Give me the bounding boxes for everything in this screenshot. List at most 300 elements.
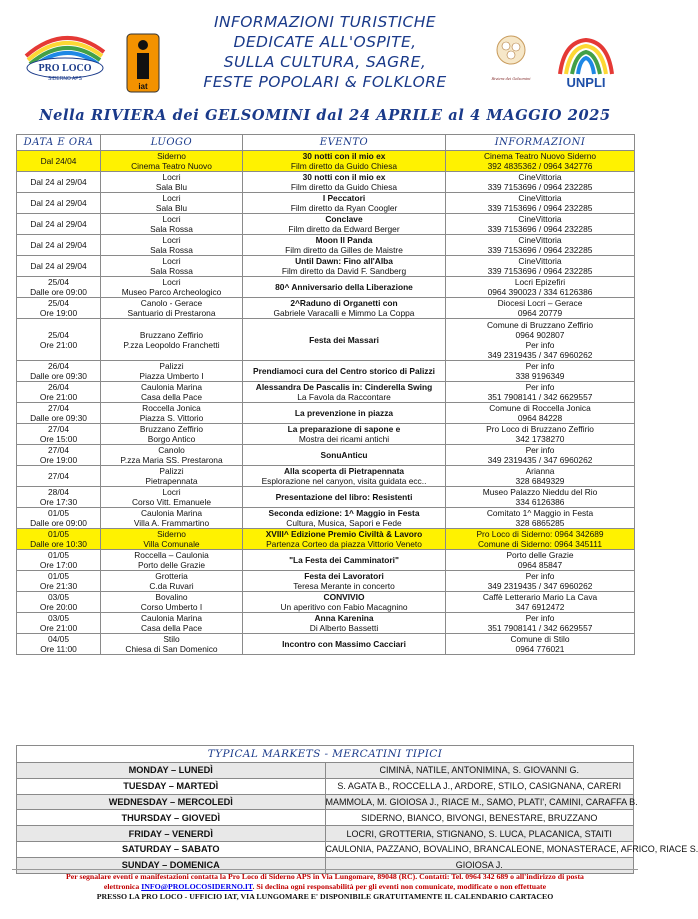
event-info-line: 349 2319435 / 347 6960262	[487, 349, 593, 360]
event-date-cell	[17, 193, 101, 214]
event-row	[17, 361, 635, 382]
event-title-cell	[243, 571, 446, 592]
event-info-line: Comune di Stilo	[510, 634, 570, 644]
riviera-gelsomini-logo	[486, 28, 536, 88]
event-info-line: Comune di Roccella Jonica	[489, 403, 591, 413]
event-date-line: Ore 19:00	[39, 455, 78, 465]
event-place-cell	[101, 382, 243, 403]
event-title-line: Gabriele Varacalli e Mimmo La Coppa	[273, 308, 415, 318]
event-date-line: 27/04	[48, 445, 69, 455]
market-places: LOCRI, GROTTERIA, STIGNANO, S. LUCA, PLACANICA, STAITI	[325, 826, 634, 842]
event-date-line: Ore 21:00	[39, 392, 78, 402]
event-place-cell	[101, 277, 243, 298]
event-place-cell	[101, 214, 243, 235]
event-date-line: 27/04	[48, 471, 69, 481]
event-title-line: 30 notti con il mio ex	[302, 172, 386, 182]
event-date-cell	[17, 277, 101, 298]
event-place-cell	[101, 466, 243, 487]
event-info-line: Locri Epizefiri	[514, 277, 566, 287]
event-info-line: Diocesi Locri – Gerace	[497, 298, 583, 308]
event-row	[17, 193, 635, 214]
event-date-cell	[17, 214, 101, 235]
event-place-line: Bovalino	[155, 592, 188, 602]
pro-loco-logo	[20, 26, 110, 82]
event-place-cell	[101, 298, 243, 319]
event-title-cell	[243, 508, 446, 529]
event-info-line: Per info	[525, 339, 555, 350]
event-place-cell	[101, 256, 243, 277]
event-place-line: Roccella Jonica	[142, 403, 201, 413]
event-date-line: Dalle ore 09:00	[30, 518, 87, 528]
event-date-cell	[17, 613, 101, 634]
event-place-line: C.da Ruvari	[149, 581, 194, 591]
event-date-line: 27/04	[48, 403, 69, 413]
event-info-line: 328 6849329	[515, 476, 565, 486]
event-place-cell	[101, 235, 243, 256]
event-row	[17, 403, 635, 424]
event-place-line: Casa della Pace	[141, 623, 202, 633]
markets-title: TYPICAL MARKETS - MERCATINI TIPICI	[17, 746, 634, 763]
event-date-cell	[17, 361, 101, 382]
event-place-line: Canolo	[158, 445, 185, 455]
event-place-cell	[101, 403, 243, 424]
event-info-line: 0964 84228	[517, 413, 563, 423]
event-place-line: Locri	[162, 214, 181, 224]
event-title-line: Incontro con Massimo Cacciari	[282, 639, 406, 649]
event-date-line: 25/04	[48, 329, 69, 340]
market-places: S. AGATA B., ROCCELLA J., ARDORE, STILO, CASIGNANA, CARERI	[325, 778, 634, 794]
event-place-line: Casa della Pace	[141, 392, 202, 402]
event-place-line: Locri	[162, 193, 181, 203]
event-place-cell	[101, 319, 243, 361]
event-place-line: Caulonia Marina	[141, 613, 202, 623]
event-title-line: Festa dei Massari	[309, 334, 379, 345]
event-info-line: 0964 20779	[517, 308, 563, 318]
event-place-line: Santuario di Prestarona	[127, 308, 216, 318]
event-title-line: Moon Il Panda	[315, 235, 373, 245]
event-place-cell	[101, 613, 243, 634]
event-place-line: Bruzzano Zeffirio	[139, 424, 204, 434]
market-row	[17, 763, 634, 779]
event-title-cell	[243, 235, 446, 256]
event-row	[17, 172, 635, 193]
event-place-line: Locri	[162, 487, 181, 497]
event-info-line: CineVittoria	[518, 256, 562, 266]
event-title-line: La prevenzione in piazza	[294, 408, 394, 418]
event-date-line: Ore 20:00	[39, 602, 78, 612]
event-date-cell	[17, 550, 101, 571]
event-title-cell	[243, 256, 446, 277]
event-place-line: Borgo Antico	[147, 434, 196, 444]
event-place-line: Locri	[162, 277, 181, 287]
event-date-line: 25/04	[48, 298, 69, 308]
market-row	[17, 826, 634, 842]
event-title-line: Anna Karenina	[314, 613, 374, 623]
event-title-cell	[243, 214, 446, 235]
event-place-line: Siderno	[157, 529, 186, 539]
footer	[12, 872, 638, 902]
event-place-line: Chiesa di San Domenico	[125, 644, 218, 654]
event-title-cell	[243, 634, 446, 655]
event-title-line: Partenza Corteo da piazza Vittorio Veneto	[266, 539, 422, 549]
event-title-line: Cultura, Musica, Sapori e Fede	[286, 518, 402, 528]
title-line-4: FESTE POPOLARI & FOLKLORE	[203, 73, 447, 91]
footer-line-2b: . Si declina ogni responsabilità per gli eventi non comunicate, modificate o non effettuate	[252, 882, 547, 891]
iat-logo-text: iat	[138, 82, 148, 91]
event-info-line: 0964 776021	[515, 644, 565, 654]
event-title-cell	[243, 550, 446, 571]
event-date-line: 26/04	[48, 382, 69, 392]
event-info-line: 339 7153696 / 0964 232285	[487, 182, 593, 192]
event-place-line: Palizzi	[159, 466, 184, 476]
event-info-cell	[446, 445, 635, 466]
event-info-cell	[446, 403, 635, 424]
event-date-line: Ore 15:00	[39, 434, 78, 444]
event-row	[17, 214, 635, 235]
event-title-cell	[243, 466, 446, 487]
event-row	[17, 235, 635, 256]
event-row	[17, 445, 635, 466]
market-day: WEDNESDAY – MERCOLEDÌ	[17, 794, 326, 810]
iat-logo	[126, 33, 160, 93]
page-title	[170, 12, 480, 92]
event-place-cell	[101, 529, 243, 550]
event-info-line: 0964 390023 / 334 6126386	[487, 287, 593, 297]
event-date-cell	[17, 571, 101, 592]
pro-loco-logo-small: SIDERNO APS	[48, 76, 82, 82]
event-date-line: 04/05	[48, 634, 69, 644]
event-place-cell	[101, 634, 243, 655]
event-date-cell	[17, 151, 101, 172]
event-place-line: Corso Vitt. Emanuele	[132, 497, 211, 507]
event-place-cell	[101, 193, 243, 214]
event-info-line: 392 4835362 / 0964 342776	[487, 161, 593, 171]
event-title-cell	[243, 529, 446, 550]
event-date-cell	[17, 466, 101, 487]
event-info-line: Pro Loco di Siderno: 0964 342689	[476, 529, 604, 539]
event-info-line: Per info	[525, 445, 555, 455]
market-day: SUNDAY – DOMENICA	[17, 857, 326, 873]
col-header-place: LUOGO	[101, 135, 243, 151]
event-place-line: Villa Comunale	[143, 539, 200, 549]
event-title-line: 30 notti con il mio ex	[302, 151, 386, 161]
event-info-cell	[446, 529, 635, 550]
event-title-line: Prendiamoci cura del Centro storico di Palizzi	[253, 366, 435, 376]
unpli-logo-text: UNPLI	[566, 75, 606, 90]
footer-line-2	[12, 882, 638, 892]
event-date-line: Ore 17:00	[39, 560, 78, 570]
event-place-line: Piazza Umberto I	[139, 371, 204, 381]
event-title-line: 2^Raduno di Organetti con	[290, 298, 398, 308]
market-row	[17, 778, 634, 794]
event-title-line: I Peccatori	[322, 193, 366, 203]
event-date-line: Dalle ore 09:30	[30, 371, 87, 381]
event-place-cell	[101, 550, 243, 571]
market-row	[17, 857, 634, 873]
header	[0, 0, 650, 104]
event-date-line: Ore 11:00	[40, 644, 77, 654]
event-info-cell	[446, 571, 635, 592]
footer-line-3: PRESSO LA PRO LOCO - UFFICIO IAT, VIA LUNGOMARE E' DISPONIBILE GRATUITAMENTE IL CALENDARIO CARTACEO	[96, 892, 554, 901]
market-places: GIOIOSA J.	[325, 857, 634, 873]
event-row	[17, 550, 635, 571]
event-title-line: SonuAnticu	[320, 450, 368, 460]
event-title-line: Seconda edizione: 1^ Maggio in Festa	[268, 508, 420, 518]
event-place-line: Villa A. Frammartino	[133, 518, 210, 528]
event-info-cell	[446, 151, 635, 172]
event-info-line: 349 2319435 / 347 6960262	[487, 455, 593, 465]
event-info-line: Arianna	[525, 466, 555, 476]
event-title-cell	[243, 151, 446, 172]
event-date-line: Dalle ore 09:00	[30, 287, 87, 297]
event-place-line: Bruzzano Zeffirio	[139, 329, 204, 340]
event-info-cell	[446, 214, 635, 235]
event-info-cell	[446, 592, 635, 613]
event-title-line: Film diretto da Ryan Coogler	[290, 203, 398, 213]
event-date-line: 03/05	[48, 613, 69, 623]
market-row	[17, 810, 634, 826]
event-place-line: Sala Rossa	[150, 245, 193, 255]
col-header-info: INFORMAZIONI	[446, 135, 635, 151]
event-info-line: 338 9196349	[515, 371, 565, 381]
market-day: SATURDAY – SABATO	[17, 841, 326, 857]
event-info-line: Comune di Bruzzano Zeffirio	[487, 319, 593, 330]
event-date-cell	[17, 319, 101, 361]
event-place-line: P.zza Maria SS. Prestarona	[120, 455, 223, 465]
event-date-line: 25/04	[48, 277, 69, 287]
event-place-line: Locri	[162, 256, 181, 266]
event-info-cell	[446, 466, 635, 487]
pro-loco-logo-text: PRO LOCO	[38, 63, 92, 74]
event-date-line: Dal 24 al 29/04	[30, 177, 87, 187]
market-places: CAULONIA, PAZZANO, BOVALINO, BRANCALEONE, MONASTERACE, AFRICO, RIACE S.	[325, 841, 634, 857]
event-info-line: 347 6912472	[515, 602, 565, 612]
event-row	[17, 487, 635, 508]
event-place-cell	[101, 487, 243, 508]
event-row	[17, 466, 635, 487]
event-place-cell	[101, 445, 243, 466]
event-title-line: Presentazione del libro: Resistenti	[275, 492, 413, 502]
event-title-line: Alla scoperta di Pietrapennata	[283, 466, 405, 476]
col-header-event: EVENTO	[243, 135, 446, 151]
event-date-line: Ore 21:00	[39, 339, 78, 350]
footer-line-2a: elettronica	[103, 882, 142, 891]
unpli-logo	[550, 34, 622, 90]
event-info-cell	[446, 634, 635, 655]
event-title-line: XVIII^ Edizione Premio Civiltà & Lavoro	[265, 529, 423, 539]
event-place-line: Palizzi	[159, 361, 184, 371]
event-info-line: 334 6126386	[515, 497, 565, 507]
event-place-line: Stilo	[163, 634, 180, 644]
event-row	[17, 613, 635, 634]
event-info-line: 339 7153696 / 0964 232285	[487, 266, 593, 276]
event-date-line: 01/05	[48, 508, 69, 518]
event-date-cell	[17, 445, 101, 466]
market-row	[17, 841, 634, 857]
event-info-line: 342 1738270	[515, 434, 565, 444]
event-info-line: 351 7908141 / 342 6629557	[487, 392, 593, 402]
event-title-line: Festa dei Lavoratori	[304, 571, 384, 581]
event-title-cell	[243, 361, 446, 382]
event-info-cell	[446, 361, 635, 382]
event-row	[17, 424, 635, 445]
page-subtitle: Nella RIVIERA dei GELSOMINI dal 24 APRILE al 4 MAGGIO 2025	[39, 107, 611, 124]
event-row	[17, 634, 635, 655]
event-title-cell	[243, 613, 446, 634]
event-title-line: Alessandra De Pascalis in: Cinderella Swing	[255, 382, 433, 392]
event-date-cell	[17, 235, 101, 256]
event-date-line: Dalle ore 10:30	[30, 539, 87, 549]
footer-email-link[interactable]: INFO@PROLOCOSIDERNO.IT	[141, 882, 253, 891]
event-title-line: La Favola da Raccontare	[297, 392, 391, 402]
event-place-line: Caulonia Marina	[141, 508, 202, 518]
event-info-line: Museo Palazzo Nieddu del Rio	[482, 487, 598, 497]
event-info-cell	[446, 172, 635, 193]
col-header-date: DATA E ORA	[17, 135, 101, 151]
event-info-cell	[446, 424, 635, 445]
title-line-3: SULLA CULTURA, SAGRE,	[223, 53, 427, 71]
event-place-line: Canolo - Gerace	[140, 298, 203, 308]
event-info-line: 0964 902807	[515, 329, 565, 340]
event-title-line: 80^ Anniversario della Liberazione	[275, 282, 413, 292]
event-place-line: Museo Parco Archeologico	[121, 287, 222, 297]
event-info-cell	[446, 382, 635, 403]
events-body	[17, 151, 635, 655]
event-info-line: Comitato 1^ Maggio in Festa	[486, 508, 594, 518]
event-date-cell	[17, 487, 101, 508]
event-place-line: Locri	[162, 172, 181, 182]
event-info-line: 339 7153696 / 0964 232285	[487, 203, 593, 213]
event-info-line: Per info	[525, 382, 555, 392]
market-places: CIMINÀ, NATILE, ANTONIMINA, S. GIOVANNI G.	[325, 763, 634, 779]
market-day: FRIDAY – VENERDÌ	[17, 826, 326, 842]
event-date-cell	[17, 403, 101, 424]
markets-body	[17, 763, 698, 874]
event-date-line: 03/05	[48, 592, 69, 602]
event-info-line: 349 2319435 / 347 6960262	[487, 581, 593, 591]
event-row	[17, 571, 635, 592]
event-title-cell	[243, 193, 446, 214]
event-date-cell	[17, 298, 101, 319]
event-place-line: Locri	[162, 235, 181, 245]
event-info-line: CineVittoria	[518, 235, 562, 245]
event-date-line: 27/04	[48, 424, 69, 434]
event-date-line: Ore 21:00	[39, 623, 78, 633]
event-date-cell	[17, 382, 101, 403]
event-info-line: Cinema Teatro Nuovo Siderno	[483, 151, 597, 161]
event-date-line: 26/04	[48, 361, 69, 371]
event-info-line: Pro Loco di Bruzzano Zeffirio	[486, 424, 594, 434]
riviera-gelsomini-logo-text: Riviera dei Gelsomini	[491, 77, 531, 81]
event-info-cell	[446, 298, 635, 319]
event-place-line: Siderno	[157, 151, 186, 161]
event-title-cell	[243, 172, 446, 193]
event-date-line: 01/05	[48, 550, 69, 560]
event-info-line: 328 6865285	[515, 518, 565, 528]
event-place-cell	[101, 424, 243, 445]
event-row	[17, 277, 635, 298]
market-places: SIDERNO, BIANCO, BIVONGI, BENESTARE, BRUZZANO	[325, 810, 634, 826]
event-info-cell	[446, 550, 635, 571]
market-row	[17, 794, 634, 810]
event-title-line: Film diretto da David F. Sandberg	[281, 266, 407, 276]
event-info-cell	[446, 613, 635, 634]
event-info-cell	[446, 256, 635, 277]
event-date-line: 01/05	[48, 529, 69, 539]
event-row	[17, 319, 635, 361]
event-info-line: 339 7153696 / 0964 232285	[487, 245, 593, 255]
event-info-cell	[446, 487, 635, 508]
event-row	[17, 508, 635, 529]
event-place-cell	[101, 592, 243, 613]
event-title-line: Esplorazione nel canyon, visita guidata ecc..	[261, 476, 427, 486]
markets-header-row	[17, 746, 634, 763]
market-day: THURSDAY – GIOVEDÌ	[17, 810, 326, 826]
event-date-line: Dal 24 al 29/04	[30, 219, 87, 229]
event-date-cell	[17, 634, 101, 655]
event-place-cell	[101, 172, 243, 193]
event-place-cell	[101, 508, 243, 529]
event-info-line: Per info	[525, 571, 555, 581]
event-title-line: Un aperitivo con Fabio Macagnino	[280, 602, 408, 612]
event-place-line: Grotteria	[155, 571, 188, 581]
market-day: MONDAY – LUNEDÌ	[17, 763, 326, 779]
event-place-line: Roccella – Caulonia	[134, 550, 209, 560]
event-date-cell	[17, 424, 101, 445]
event-title-cell	[243, 382, 446, 403]
event-date-cell	[17, 508, 101, 529]
title-line-2: DEDICATE ALL'OSPITE,	[233, 33, 417, 51]
footer-line-1: Per segnalare eventi e manifestazioni contatta la Pro Loco di Siderno APS in Via Lungomare, 89048 (RC). Contatti: Tel. 0964 342 689 o all'indirizzo di posta	[66, 872, 584, 881]
event-date-line: Dal 24 al 29/04	[30, 198, 87, 208]
event-date-cell	[17, 592, 101, 613]
event-info-line: Comune di Siderno: 0964 345111	[477, 539, 602, 549]
event-info-line: Per info	[525, 361, 555, 371]
event-place-line: Caulonia Marina	[141, 382, 202, 392]
event-title-line: "La Festa dei Camminatori"	[289, 555, 399, 565]
event-title-line: Film diretto da Guido Chiesa	[290, 182, 398, 192]
event-title-cell	[243, 319, 446, 361]
event-title-line: Film diretto da Edward Berger	[288, 224, 400, 234]
event-title-line: Film diretto da Gilles de Maistre	[285, 245, 403, 255]
markets-table	[16, 745, 698, 874]
event-row	[17, 298, 635, 319]
event-title-line: Conclave	[325, 214, 363, 224]
event-info-cell	[446, 277, 635, 298]
event-info-line: CineVittoria	[518, 172, 562, 182]
market-places: MAMMOLA, M. GIOIOSA J., RIACE M., SAMO, PLATI', CAMINI, CARAFFA B.	[325, 794, 634, 810]
event-date-cell	[17, 172, 101, 193]
event-row	[17, 151, 635, 172]
event-title-cell	[243, 487, 446, 508]
event-place-line: Cinema Teatro Nuovo	[131, 161, 212, 171]
event-date-line: Dal 24 al 29/04	[30, 261, 87, 271]
event-info-line: CineVittoria	[518, 193, 562, 203]
event-date-line: Dal 24/04	[40, 156, 77, 166]
event-place-line: Porto delle Grazie	[137, 560, 206, 570]
event-info-line: CineVittoria	[518, 214, 562, 224]
event-date-line: Ore 19:00	[39, 308, 78, 318]
event-info-line: Per info	[525, 613, 555, 623]
event-place-line: Sala Blu	[155, 203, 188, 213]
event-place-line: Sala Rossa	[150, 266, 193, 276]
event-info-line: 351 7908141 / 342 6629557	[487, 623, 593, 633]
event-title-line: Di Alberto Bassetti	[309, 623, 379, 633]
event-place-cell	[101, 361, 243, 382]
event-info-cell	[446, 235, 635, 256]
event-info-line: Porto delle Grazie	[506, 550, 574, 560]
event-title-cell	[243, 403, 446, 424]
